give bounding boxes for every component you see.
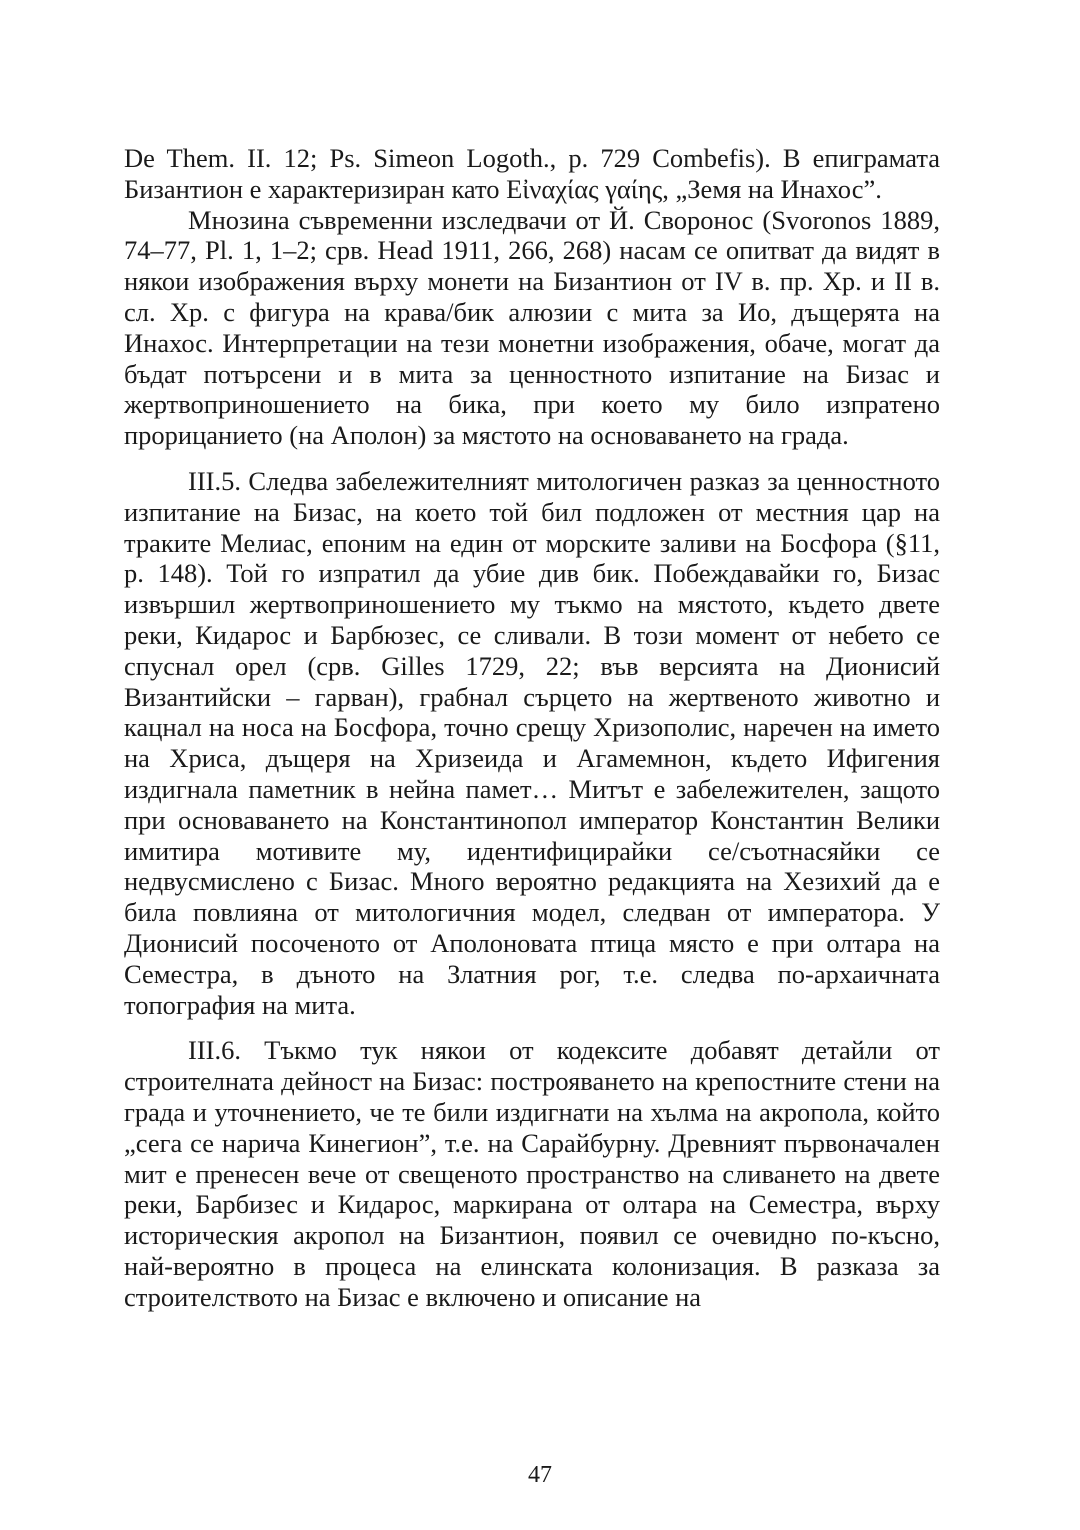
page-body (124, 143, 940, 1312)
paragraph-spacer (124, 1020, 940, 1035)
paragraph-svoronos: Мнозина съвременни изследвачи от Й. Своронос (Svoronos 1889, 74–77, Pl. 1, 1–2; срв. Head 1911, 266, 268) насам се опитват да видят в някои изображения върху монети на Бизантион от IV в. пр. Хр. и II в. сл. Хр. с фигура на крава/бик алюзии с мита за Ио, дъщерята на Инахос. Интерпретации на тези монетни изображения, обаче, могат да бъдат потърсени и в мита за ценностното изпитание на Бизас и жертвоприношението на бика, при което му било изпратено прорицанието (на Аполон) за мястото на основаването на града. (124, 204, 940, 451)
paragraph-spacer (124, 451, 940, 466)
paragraph-section-iii-5: III.5. Следва забележителният митологичен разказ за ценностното изпитание на Бизас, на което той бил подложен от местния цар на траките Мелиас, епоним на един от морските заливи на Босфора (§11, р. 148). Той го изпратил да убие див бик. Побеждавайки го, Бизас извършил жертвоприношението му тъкмо на мястото, където двете реки, Кидарос и Барбюзес, се сливали. В този момент от небето се спуснал орел (срв. Gilles 1729, 22; във версията на Дионисий Византийски – гарван), грабнал сърцето на жертвеното животно и кацнал на носа на Босфора, точно срещу Хризополис, наречен на името на Хриса, дъщеря на Хризеида и Агамемнон, където Ифигения издигнала паметник в нейна памет… Митът е забележителен, защото при основаването на Константинопол император Константин Велики имитира мотивите му, идентифицирайки се/съотнасяйки се недвусмислено с Бизас. Много вероятно редакцията на Хезихий да е била повлияна от митологичния модел, следван от императора. У Дионисий посоченото от Аполоновата птица място е при олтара на Семестра, в дъното на Златния рог, т.е. следва по-архаичната топография на мита. (124, 465, 940, 1020)
page-number: 47 (528, 1462, 552, 1488)
paragraph-section-iii-6: III.6. Тъкмо тук някои от кодексите добавят детайли от строителната дейност на Бизас: построяването на крепостните стени на града и уточнението, че те били издигнати на хълма на акропола, който „сега се нарича Кинегион”, т.е. на Сарайбурну. Древният първоначален мит е пренесен вече от свещеното пространство на сливането на двете реки, Барбизес и Кидарос, маркирана от олтара на Семестра, върху историческия акропол на Бизантион, появил се очевидно по-късно, най-вероятно в процеса на елинската колонизация. В разказа за строителството на Бизас е включено и описание на (124, 1035, 940, 1312)
paragraph-epigram: De Them. II. 12; Ps. Simeon Logoth., p. 729 Combefis). В епиграмата Бизантион е характеризиран като Εἰναχίας γαίης, „Земя на Инахос”. (124, 143, 940, 204)
